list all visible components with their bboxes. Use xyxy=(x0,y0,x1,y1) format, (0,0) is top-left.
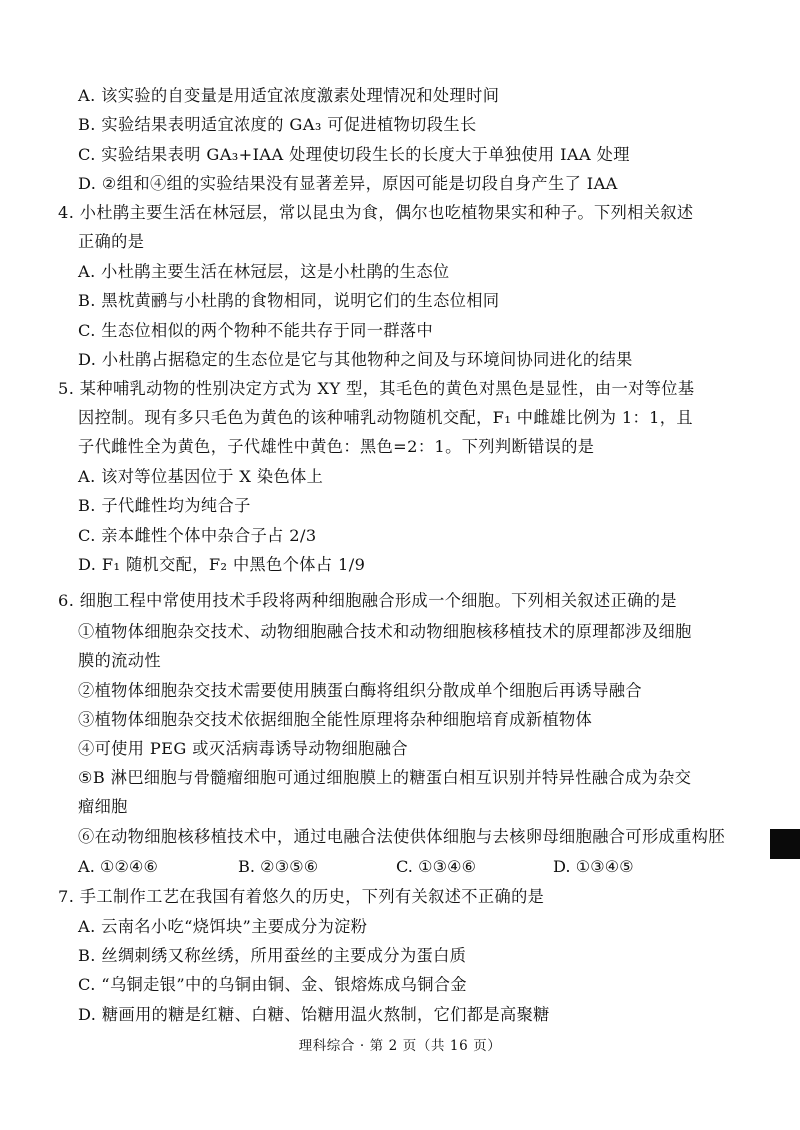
page-footer: 理科综合 · 第 2 页（共 16 页） xyxy=(298,1038,502,1054)
margin-marker-block xyxy=(770,829,800,859)
q7-stem: 7. 手工制作工艺在我国有着悠久的历史，下列有关叙述不正确的是 xyxy=(58,887,545,906)
q6-statement-5-continued: 瘤细胞 xyxy=(78,797,128,816)
q5-option-b: B. 子代雌性均为纯合子 xyxy=(78,496,251,515)
q6-option-a: A. ①②④⑥ xyxy=(78,857,159,876)
q6-statement-2: ②植物体细胞杂交技术需要使用胰蛋白酶将组织分散成单个细胞后再诱导融合 xyxy=(78,681,642,700)
q6-statement-6: ⑥在动物细胞核移植技术中，通过电融合法使供体细胞与去核卵母细胞融合可形成重构胚 xyxy=(78,827,725,846)
q5-stem: 5. 某种哺乳动物的性别决定方式为 XY 型，其毛色的黄色对黑色是显性，由一对等位基 xyxy=(58,379,695,398)
q7-option-b: B. 丝绸刺绣又称丝绣，所用蚕丝的主要成分为蛋白质 xyxy=(78,946,467,965)
q4-stem: 4. 小杜鹃主要生活在林冠层，常以昆虫为食，偶尔也吃植物果实和种子。下列相关叙述 xyxy=(58,203,694,222)
q6-statement-3: ③植物体细胞杂交技术依据细胞全能性原理将杂种细胞培育成新植物体 xyxy=(78,710,593,729)
q3-option-a: A. 该实验的自变量是用适宜浓度激素处理情况和处理时间 xyxy=(78,86,500,105)
q5-option-d: D. F₁ 随机交配，F₂ 中黑色个体占 1/9 xyxy=(78,555,366,574)
q3-option-b: B. 实验结果表明适宜浓度的 GA₃ 可促进植物切段生长 xyxy=(78,115,477,134)
q5-stem-continued: 因控制。现有多只毛色为黄色的该种哺乳动物随机交配，F₁ 中雌雄比例为 1：1，且 xyxy=(78,408,693,427)
q4-option-d: D. 小杜鹃占据稳定的生态位是它与其他物种之间及与环境间协同进化的结果 xyxy=(78,350,633,369)
q5-option-a: A. 该对等位基因位于 X 染色体上 xyxy=(78,467,324,486)
q4-option-b: B. 黑枕黄鹂与小杜鹃的食物相同，说明它们的生态位相同 xyxy=(78,291,500,310)
q6-stem: 6. 细胞工程中常使用技术手段将两种细胞融合形成一个细胞。下列相关叙述正确的是 xyxy=(58,591,677,610)
q5-stem-continued: 子代雌性全为黄色，子代雄性中黄色：黑色=2：1。下列判断错误的是 xyxy=(78,437,595,456)
q3-option-c: C. 实验结果表明 GA₃+IAA 处理使切段生长的长度大于单独使用 IAA 处理 xyxy=(78,145,630,164)
q4-stem-continued: 正确的是 xyxy=(78,232,145,251)
q3-option-d: D. ②组和④组的实验结果没有显著差异，原因可能是切段自身产生了 IAA xyxy=(78,174,618,193)
q7-option-a: A. 云南名小吃“烧饵块”主要成分为淀粉 xyxy=(78,917,368,936)
q6-statement-4: ④可使用 PEG 或灭活病毒诱导动物细胞融合 xyxy=(78,739,408,758)
q6-statement-1: ①植物体细胞杂交技术、动物细胞融合技术和动物细胞核移植技术的原理都涉及细胞 xyxy=(78,622,692,641)
q7-option-c: C. “乌铜走银”中的乌铜由铜、金、银熔炼成乌铜合金 xyxy=(78,975,467,994)
q4-option-c: C. 生态位相似的两个物种不能共存于同一群落中 xyxy=(78,321,434,340)
q7-option-d: D. 糖画用的糖是红糖、白糖、饴糖用温火熬制，它们都是高聚糖 xyxy=(78,1005,550,1024)
q6-options xyxy=(78,856,678,878)
q6-statement-5: ⑤B 淋巴细胞与骨髓瘤细胞可通过细胞膜上的糖蛋白相互识别并特异性融合成为杂交 xyxy=(78,768,692,787)
q6-option-c: C. ①③④⑥ xyxy=(396,857,477,876)
q6-option-b: B. ②③⑤⑥ xyxy=(238,857,319,876)
q6-statement-1-continued: 膜的流动性 xyxy=(78,651,161,670)
q5-option-c: C. 亲本雌性个体中杂合子占 2/3 xyxy=(78,526,317,545)
q4-option-a: A. 小杜鹃主要生活在林冠层，这是小杜鹃的生态位 xyxy=(78,262,450,281)
q6-option-d: D. ①③④⑤ xyxy=(553,857,634,876)
